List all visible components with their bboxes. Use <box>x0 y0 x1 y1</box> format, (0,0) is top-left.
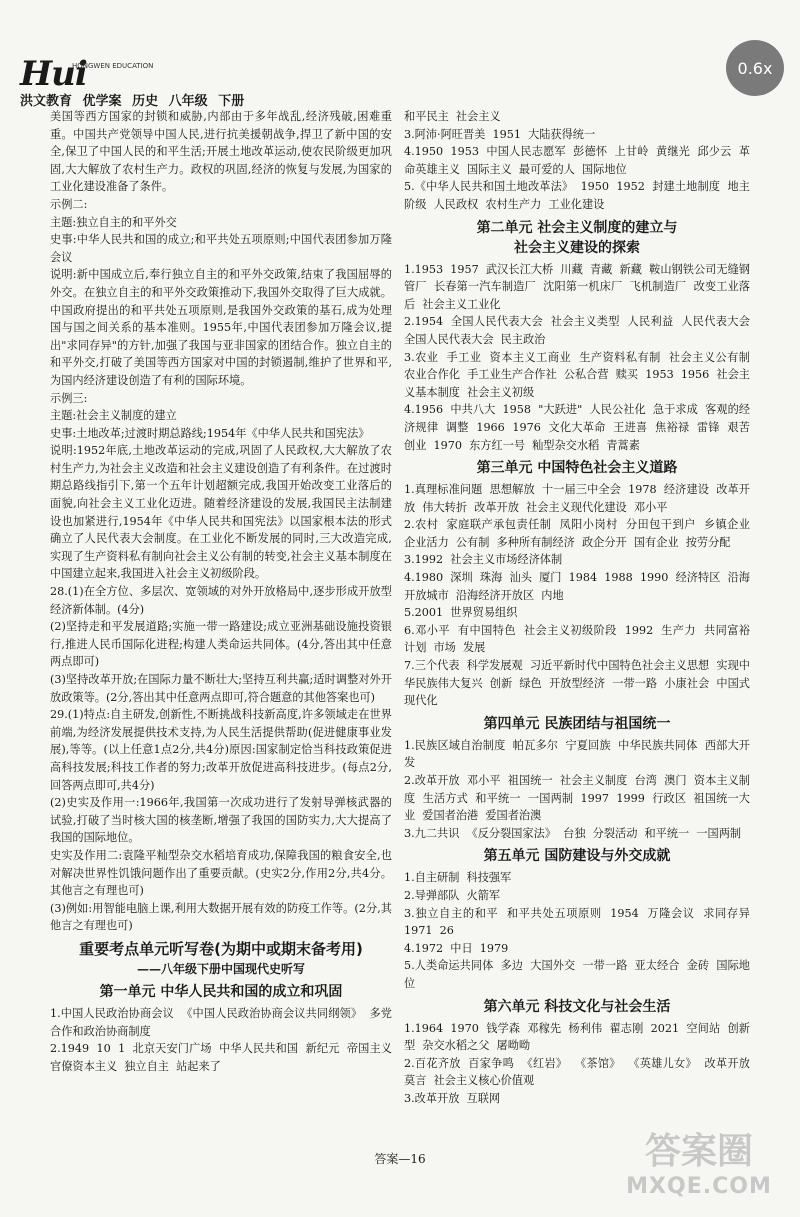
answer-item: 2.百花齐放 百家争鸣 《红岩》 《茶馆》 《英雄儿女》 改革开放 莫言 社会主义核心价值观 <box>404 1056 758 1088</box>
grade-name: 八年级 <box>168 94 208 109</box>
left-column <box>50 108 400 1075</box>
answer-item: 4.1972 中日 1979 <box>404 941 509 955</box>
answer-paragraph: 说明:1952年底,土地改革运动的完成,巩固了人民政权,大大解放了农村生产力,为社会主义改造和社会主义建设创造了有利条件。在过渡时期总路线指引下,第一个五年计划超额完成,我国开始改变工业落后的面貌,向社会主义工业化迈进。随着经济建设的发展,我国民主法制建设也加紧进行,1954年《中华人民共和国宪法》以国家根本法的形式确立了人民代表大会制度。在工业化不断发展的同时,三大改造完成,实现了生产资料私有制向社会主义公有制的转变,社会主义基本制度在中国建立起来,我国进入社会主义初级阶段。 <box>50 444 392 581</box>
series-name: 优学案 <box>82 94 122 109</box>
unit-heading: 第四单元 民族团结与祖国统一 <box>483 715 671 732</box>
answer-item: 5.人类命运共同体 多边 大国外交 一带一路 亚太经合 金砖 国际地位 <box>404 959 750 990</box>
unit-heading: 第三单元 中国特色社会主义道路 <box>476 460 678 477</box>
answer-paragraph: (3)坚持改革开放;在国际力量不断壮大;坚持互利共赢;适时调整对外开放政策等。(2分,答出其中任意两点即可,符合题意的其他答案也可) <box>50 673 392 704</box>
watermark-url: MXQE.COM <box>626 1174 772 1199</box>
answer-item: 2.农村 家庭联产承包责任制 凤阳小岗村 分田包干到户 乡镇企业 企业活力 公有制 多种所有制经济 政企分开 国有企业 按劳分配 <box>404 518 758 549</box>
answer-item: 1.1953 1957 武汉长江大桥 川藏 青藏 新藏 鞍山钢铁公司无缝钢管厂 长春第一汽车制造厂 沈阳第一机床厂 飞机制造厂 改变工业落后 社会主义工业化 <box>404 262 750 311</box>
answer-paragraph: 史事:中华人民共和国的成立;和平共处五项原则;中国代表团参加万隆会议 <box>50 233 392 264</box>
answer-item: 7.三个代表 科学发展观 习近平新时代中国特色社会主义思想 实现中华民族伟大复兴 创新 绿色 开放型经济 一带一路 小康社会 中国式现代化 <box>404 659 750 708</box>
answer-paragraph: (3)例如:用智能电脑上课,利用大数据开展有效的防疫工作等。(2分,其他言之有理也可) <box>50 901 392 933</box>
answer-paragraph: 29.(1)特点:自主研发,创新性,不断挑战科技新高度,许多领域走在世界前端,为经济发展提供技术支持,为人民生活提供帮助(促进健康事业发展),等等。(以上任意1点2分,共4分)原因:国家制定恰当科技政策促进高科技发展;科技工作者的努力;改革开放促进高科技进步。(每点2分,回答两点即可,共4分) <box>50 708 392 792</box>
book-title <box>20 90 250 109</box>
answer-paragraph: 说明:新中国成立后,奉行独立自主的和平外交政策,结束了我国屈辱的外交。在独立自主的和平外交政策推动下,我国外交取得了巨大成就。中国政府提出的和平共处五项原则,是我国外交政策的基石,成为处理国与国之间关系的基本准则。1955年,中国代表团参加万隆会议,提出"求同存异"的方针,加强了我国与亚非国家的团结合作。独立自主的和平外交,打破了美国等西方国家对中国的封锁遏制,维护了世界和平,为国内经济建设创造了有利的国际环境。 <box>50 268 392 387</box>
answer-item: 2.导弹部队 火箭军 <box>404 888 501 902</box>
dictation-title: 重要考点单元听写卷(为期中或期末备考用) <box>79 939 363 958</box>
watermark-logo <box>614 1130 784 1210</box>
answer-item: 4.1950 1953 中国人民志愿军 彭德怀 上甘岭 黄继光 邱少云 革命英雄主义 国际主义 最可爱的人 国际地位 <box>404 145 750 176</box>
answer-item: 和平民主 社会主义 <box>404 110 501 123</box>
answer-item: 5.2001 世界贸易组织 <box>404 606 518 620</box>
answer-item: 1.中国人民政治协商会议 《中国人民政治协商会议共同纲领》 多党合作和政治协商制度 <box>50 1007 392 1038</box>
answer-item: 2.1949 10 1 北京天安门广场 中华人民共和国 新纪元 帝国主义 官僚资本主义 独立自主 站起来了 <box>50 1042 400 1073</box>
answer-item: 6.邓小平 有中国特色 社会主义初级阶段 1992 生产力 共同富裕 计划 市场 发展 <box>404 623 758 655</box>
answer-paragraph: 28.(1)在全方位、多层次、宽领域的对外开放格局中,逐步形成开放型经济新体制。(4分) <box>50 585 392 616</box>
answer-item: 3.独立自主的和平 和平共处五项原则 1954 万隆会议 求同存异 1971 26 <box>404 906 758 938</box>
answer-item: 1.自主研制 科技强军 <box>404 871 512 885</box>
unit-heading: 第五单元 国防建设与外交成就 <box>483 848 671 865</box>
logo-subtitle: HONGWEN EDUCATION <box>72 62 154 70</box>
answer-paragraph: (2)史实及作用一:1966年,我国第一次成功进行了发射导弹核武器的试验,打破了当时核大国的核垄断,增强了我国的国防实力,大大提高了我国的国际地位。 <box>50 796 392 845</box>
answer-item: 2.改革开放 邓小平 祖国统一 社会主义制度 台湾 澳门 资本主义制度 生活方式 和平统一 一国两制 1997 1999 行政区 祖国统一大业 爱国者治港 爱国者治澳 <box>404 774 750 823</box>
answer-item: 2.1954 全国人民代表大会 社会主义类型 人民利益 人民代表大会 全国人民代表大会 民主政治 <box>404 315 758 346</box>
right-column <box>404 108 758 1108</box>
unit-heading: 第一单元 中华人民共和国的成立和巩固 <box>99 984 343 1001</box>
answer-item: 1.民族区域自治制度 帕瓦多尔 宁夏回族 中华民族共同体 西部大开发 <box>404 738 750 770</box>
answer-paragraph: 示例三: <box>50 391 88 405</box>
zoom-indicator[interactable]: 0.6x <box>726 40 784 96</box>
answer-item: 3.阿沛·阿旺晋美 1951 大陆获得统一 <box>404 127 596 141</box>
unit-heading: 第六单元 科技文化与社会生活 <box>483 998 671 1015</box>
answer-item: 1.真理标准问题 思想解放 十一届三中全会 1978 经济建设 改革开放 伟大转折 改革开放 社会主义现代化建设 邓小平 <box>404 483 750 514</box>
page-header <box>20 54 780 114</box>
answer-paragraph: 史实及作用二:袁隆平籼型杂交水稻培育成功,保障我国的粮食安全,也对解决世界性饥饿问题作出了重要贡献。(史实2分,作用2分,共4分。其他言之有理也可) <box>50 848 392 898</box>
answer-paragraph: (2)坚持走和平发展道路;实施一带一路建设;成立亚洲基础设施投资银行,推进人民币国际化进程;构建人类命运共同体。(4分,答出其中任意两点即可) <box>50 620 392 669</box>
subject-name: 历史 <box>132 94 159 109</box>
answer-item: 5.《中华人民共和国土地改革法》 1950 1952 封建土地制度 地主阶级 人民政权 农村生产力 工业化建设 <box>404 180 750 211</box>
answer-item: 1.1964 1970 钱学森 邓稼先 杨利伟 翟志刚 2021 空间站 创新型 杂交水稻之父 屠呦呦 <box>404 1021 750 1053</box>
answer-item: 3.1992 社会主义市场经济体制 <box>404 553 563 567</box>
answer-item: 3.农业 手工业 资本主义工商业 生产资料私有制 社会主义公有制 农业合作化 手工业生产合作社 公私合营 赎买 1953 1956 社会主义基本制度 社会主义初级 <box>404 350 758 399</box>
page-number: 答案—16 <box>374 1152 426 1166</box>
publisher-logo: Hui <box>20 54 87 94</box>
term-name: 下册 <box>218 94 245 109</box>
answer-item: 3.九二共识 《反分裂国家法》 台独 分裂活动 和平统一 一国两制 <box>404 826 742 840</box>
answer-paragraph: 美国等西方国家的封锁和威胁,内部由于多年战乱,经济残破,困难重重。中国共产党领导中国人民,进行抗美援朝战争,捍卫了新中国的安全,保卫了中国人民的和平生活;开展土地改革运动,使农民阶级更加巩固,大大解放了农村生产力。政权的巩固,经济的恢复与发展,为国家的工业化建设准备了条件。 <box>50 110 392 194</box>
unit-heading: 第二单元 社会主义制度的建立与 社会主义建设的探索 <box>476 219 678 256</box>
answer-paragraph: 示例二: <box>50 197 88 211</box>
answer-item: 4.1956 中共八大 1958 "大跃进" 人民公社化 急于求成 客观的经济规律 调整 1966 1976 文化大革命 王进喜 焦裕禄 雷锋 艰苦创业 1970 东方红一号 籼型杂交水稻 青蒿素 <box>404 403 750 452</box>
answer-item: 3.改革开放 互联网 <box>404 1091 501 1105</box>
dictation-subtitle: ——八年级下册中国现代史听写 <box>136 961 305 976</box>
brand-name: 洪文教育 <box>20 94 73 109</box>
answer-item: 4.1980 深圳 珠海 汕头 厦门 1984 1988 1990 经济特区 沿海开放城市 沿海经济开放区 内地 <box>404 571 750 602</box>
answer-paragraph: 主题:独立自主的和平外交 <box>50 215 177 229</box>
answer-paragraph: 主题:社会主义制度的建立 <box>50 409 177 423</box>
answer-paragraph: 史事:土地改革;过渡时期总路线;1954年《中华人民共和国宪法》 <box>50 426 370 440</box>
watermark-text: 答案圈 <box>644 1131 753 1172</box>
